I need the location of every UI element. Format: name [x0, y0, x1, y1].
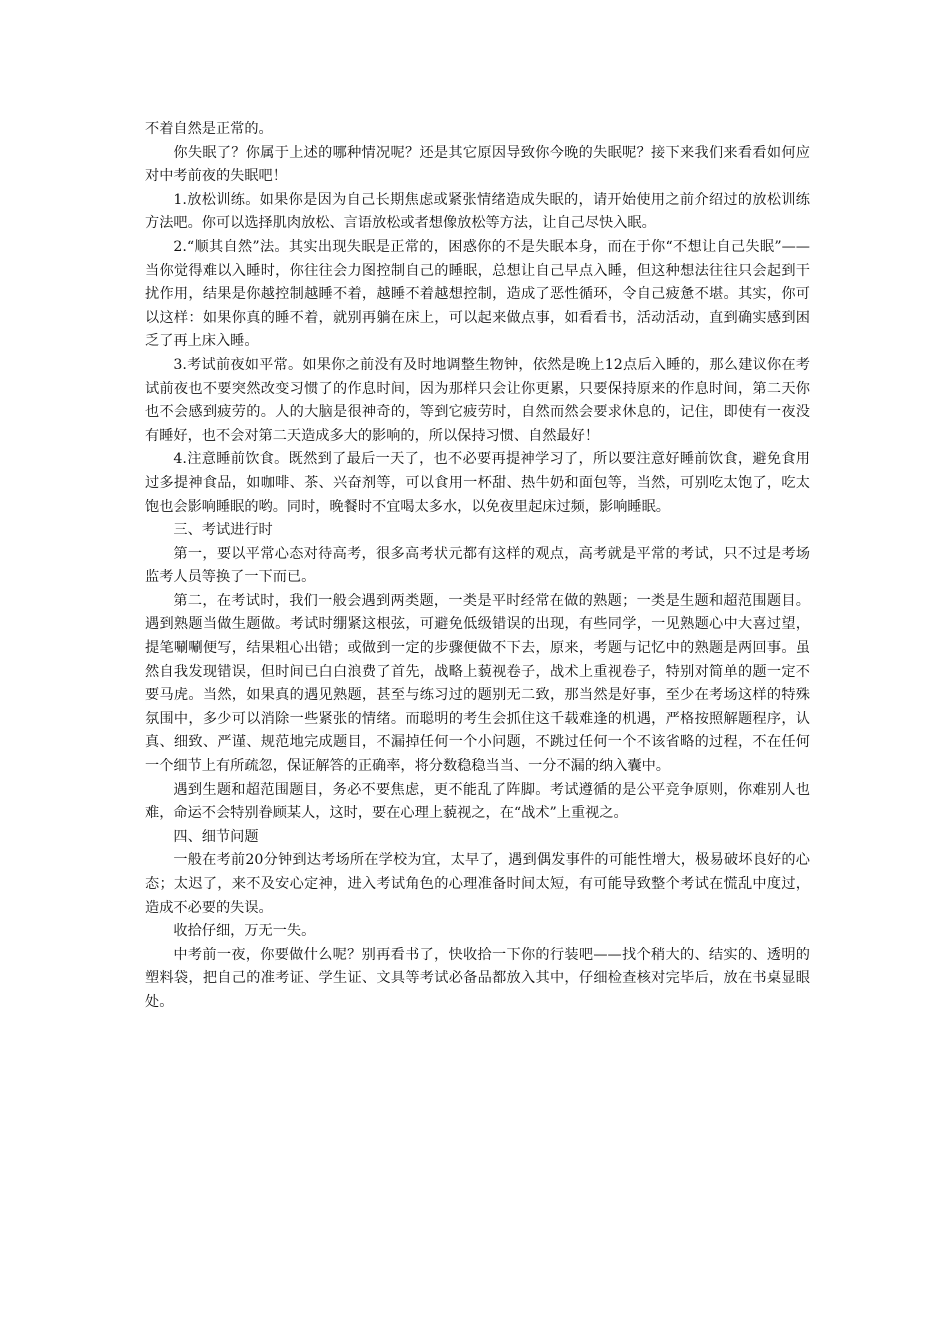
- document-page: [145, 118, 810, 1015]
- paragraph-tip-go-with-flow: 2.“顺其自然”法。其实出现失眠是正常的，困惑你的不是失眠本身，而在于你“不想让自己失眠”——当你觉得难以入睡时，你往往会力图控制自己的睡眠，总想让自己早点入睡，但这种想法往往只会起到干扰作用，结果是你越控制越睡不着，越睡不着越想控制，造成了恶性循环，令自己疲惫不堪。其实，你可以这样：如果你真的睡不着，就别再躺在床上，可以起来做点事，如看看书，活动活动，直到确实感到困乏了再上床入睡。: [145, 238, 810, 350]
- paragraph-tip-diet: 4.注意睡前饮食。既然到了最后一天了，也不必要再提神学习了，所以要注意好睡前饮食，避免食用过多提神食品，如咖啡、茶、兴奋剂等，可以食用一杯甜、热牛奶和面包等，当然，可别吃太饱了，吃太饱也会影响睡眠的哟。同时，晚餐时不宜喝太多水，以免夜里起床过频，影响睡眠。: [145, 451, 810, 515]
- paragraph-tip-normal-routine: 3.考试前夜如平常。如果你之前没有及时地调整生物钟，依然是晚上12点后入睡的，那么建议你在考试前夜也不要突然改变习惯了的作息时间，因为那样只会让你更累，只要保持原来的作息时间，第二天你也不会感到疲劳的。人的大脑是很神奇的，等到它疲劳时，自然而然会要求休息的，记住，即使有一夜没有睡好，也不会对第二天造成多大的影响的，所以保持习惯、自然最好！: [145, 356, 810, 444]
- paragraph-second-point: 第二，在考试时，我们一般会遇到两类题，一类是平时经常在做的熟题；一类是生题和超范围题目。遇到熟题当做生题做。考试时绷紧这根弦，可避免低级错误的出现，有些同学，一见熟题心中大喜过望，提笔唰唰便写，结果粗心出错；或做到一定的步骤便做不下去，原来，考题与记忆中的熟题是两回事。虽然自我发现错误，但时间已白白浪费了首先，战略上藐视卷子，战术上重视卷子，特别对简单的题一定不要马虎。当然，如果真的遇见熟题，甚至与练习过的题别无二致，那当然是好事，至少在考场这样的特殊氛围中，多少可以消除一些紧张的情绪。而聪明的考生会抓住这千载难逢的机遇，严格按照解题程序，认真、细致、严谨、规范地完成题目，不漏掉任何一个小问题，不跳过任何一个不该省略的过程，不在任何一个细节上有所疏忽，保证解答的正确率，将分数稳稳当当、一分不漏的纳入囊中。: [145, 592, 810, 775]
- paragraph-arrival-time: 一般在考前20分钟到达考场所在学校为宜，太早了，遇到偶发事件的可能性增大，极易破坏良好的心态；太迟了，来不及安心定神，进入考试角色的心理准备时间太短，有可能导致整个考试在慌乱中度过，造成不必要的失误。: [145, 852, 810, 916]
- paragraph-continuation: 不着自然是正常的。: [145, 121, 273, 137]
- paragraph-night-before: 中考前一夜，你要做什么呢？别再看书了，快收拾一下你的行装吧——找个稍大的、结实的、透明的塑料袋，把自己的准考证、学生证、文具等考试必备品都放入其中，仔细检查核对完毕后，放在书桌显眼处。: [145, 946, 810, 1010]
- paragraph-first-point: 第一，要以平常心态对待高考，很多高考状元都有这样的观点，高考就是平常的考试，只不过是考场监考人员等换了一下而已。: [145, 545, 810, 586]
- paragraph-unfamiliar-questions: 遇到生题和超范围题目，务必不要焦虑，更不能乱了阵脚。考试遵循的是公平竞争原则，你难别人也难，命运不会特别眷顾某人，这时，要在心理上藐视之，在“战术”上重视之。: [145, 781, 810, 822]
- section-heading-during-exam: 三、考试进行时: [173, 522, 273, 539]
- section-heading-details: 四、细节问题: [173, 828, 259, 845]
- paragraph-pack-carefully: 收拾仔细，万无一失。: [173, 923, 316, 940]
- paragraph-tip-relaxation: 1.放松训练。如果你是因为自己长期焦虑或紧张情绪造成失眠的，请开始使用之前介绍过的放松训练方法吧。你可以选择肌肉放松、言语放松或者想像放松等方法，让自己尽快入眠。: [145, 191, 810, 232]
- paragraph-intro-question: 你失眠了？你属于上述的哪种情况呢？还是其它原因导致你今晚的失眠呢？接下来我们来看看如何应对中考前夜的失眠吧！: [145, 144, 810, 185]
